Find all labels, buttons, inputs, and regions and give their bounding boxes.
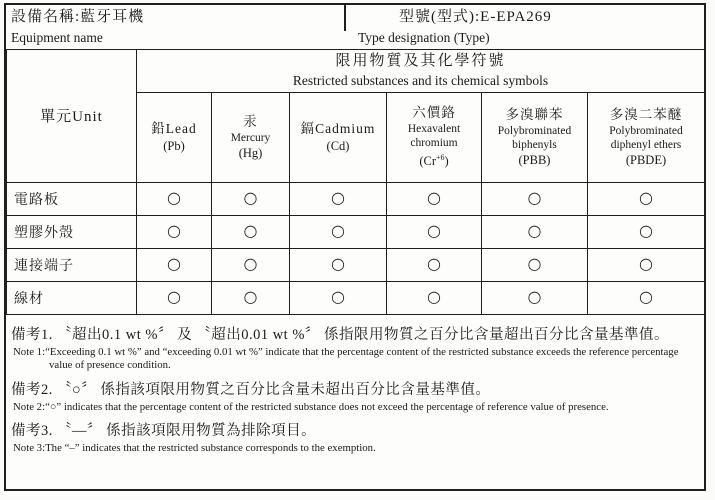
note-2-en: Note 2:“○” indicates that the percentage content of the restricted substance does not exceed the percentage of reference value of presence.: [13, 400, 609, 413]
table-row-connector-terminal: [7, 248, 705, 281]
compliance-mark: ○: [482, 182, 588, 215]
column-header-hexavalent-chromium: 六價鉻 Hexavalent chromium $(Cr^{+6})$: [387, 92, 482, 182]
column-header-lead: 鉛Lead (Pb): [137, 92, 212, 182]
substances-group-header: [137, 50, 705, 92]
note-1-en: Note 1:“Exceeding 0.1 wt %” and “exceeding 0.01 wt %” indicate that the percentage content of the restricted substance exceeds the reference percentage value of presence condition.: [13, 345, 679, 371]
group-header-zh: 限用物質及其化學符號: [335, 53, 506, 70]
compliance-mark: ○: [387, 281, 482, 314]
notes-section: [6, 315, 704, 456]
compliance-mark: ○: [387, 248, 482, 281]
type-designation-zh: 型號(型式):E-EPA269: [399, 9, 552, 25]
equipment-name-cell: [6, 5, 344, 49]
column-header-mercury: 汞 Mercury (Hg): [212, 92, 290, 182]
column-header-pbb: 多溴聯苯 Polybrominated biphenyls (PBB): [482, 92, 588, 182]
compliance-mark: ○: [212, 281, 290, 314]
compliance-mark: ○: [290, 182, 387, 215]
unit-cell: 線材: [7, 281, 137, 314]
compliance-mark: ○: [212, 182, 290, 215]
table-row-wire: [7, 281, 705, 314]
compliance-mark: ○: [588, 281, 705, 314]
unit-cell: 塑膠外殼: [7, 215, 137, 248]
restricted-substances-table: [6, 50, 705, 315]
note-3-en: Note 3:The “–” indicates that the restricted substance corresponds to the exemption.: [13, 442, 376, 454]
compliance-mark: ○: [290, 248, 387, 281]
unit-column-header: 單元Unit: [7, 50, 137, 182]
compliance-mark: ○: [137, 281, 212, 314]
column-header-pbde: 多溴二苯醚 Polybrominated diphenyl ethers (PBDE): [588, 92, 705, 182]
compliance-mark: ○: [137, 248, 212, 281]
compliance-mark: ○: [290, 281, 387, 314]
compliance-mark: ○: [482, 215, 588, 248]
unit-cell: 連接端子: [7, 248, 137, 281]
equipment-name-en: Equipment name: [11, 30, 103, 45]
compliance-mark: ○: [588, 215, 705, 248]
title-block: [6, 5, 704, 50]
table-row-circuit-board: [7, 182, 705, 215]
unit-cell: 電路板: [7, 182, 137, 215]
equipment-name-zh: 設備名稱:藍牙耳機: [11, 9, 145, 25]
column-header-cadmium: 鎘Cadmium (Cd): [290, 92, 387, 182]
compliance-mark: ○: [588, 182, 705, 215]
note-3-zh: 備考3. 〝—〞 係指該項限用物質為排除項目。: [11, 423, 317, 439]
compliance-mark: ○: [482, 281, 588, 314]
compliance-mark: ○: [482, 248, 588, 281]
compliance-mark: ○: [387, 182, 482, 215]
group-header-en: Restricted substances and its chemical symbols: [292, 73, 549, 89]
compliance-mark: ○: [137, 215, 212, 248]
compliance-mark: ○: [588, 248, 705, 281]
declaration-document: [4, 3, 706, 491]
compliance-mark: ○: [387, 215, 482, 248]
compliance-mark: ○: [290, 215, 387, 248]
type-designation-cell: [344, 5, 704, 49]
note-1-zh: 備考1. 〝超出0.1 wt %〞 及 〝超出0.01 wt %〞 係指限用物質之百分比含量超出百分比含量基準值。: [11, 326, 670, 343]
compliance-mark: ○: [212, 248, 290, 281]
table-row-plastic-shell: [7, 215, 705, 248]
type-designation-en: Type designation (Type): [358, 30, 490, 45]
compliance-mark: ○: [137, 182, 212, 215]
note-2-zh: 備考2. 〝○〞 係指該項限用物質之百分比含量未超出百分比含量基準值。: [11, 381, 491, 398]
compliance-mark: ○: [212, 215, 290, 248]
